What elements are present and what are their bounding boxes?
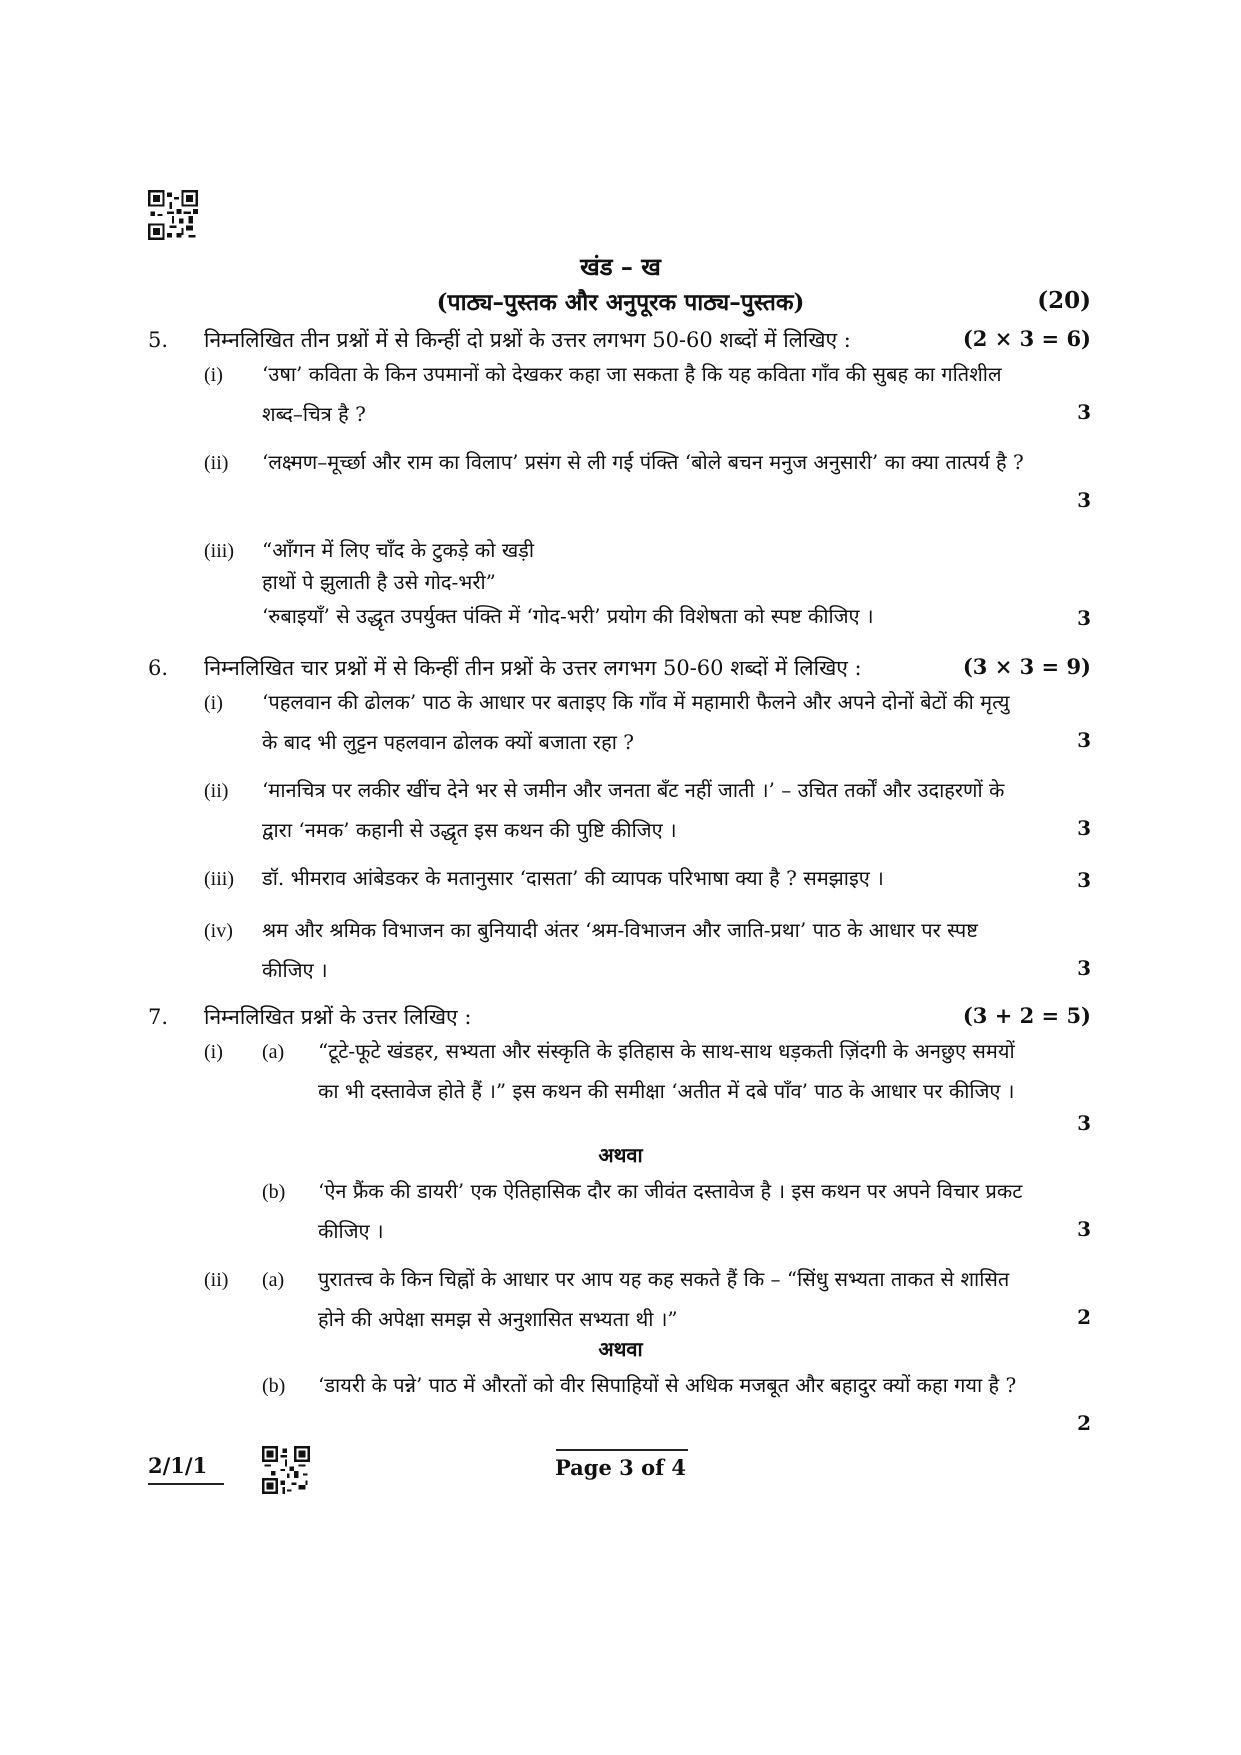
q5-iii-line1: “आँगन में लिए चाँद के टुकड़े को खड़ी <box>262 538 535 562</box>
q6-iii-label: (iii) <box>204 868 234 890</box>
paper-code-underline <box>148 1483 224 1485</box>
q6-ii-label: (ii) <box>204 780 229 802</box>
q7-i-a-text: “टूटे-फूटे खंडहर, सभ्यता और संस्कृति के इतिहास के साथ-साथ धड़कती ज़िंदगी के अनछुए समयों का भी दस्तावेज होते हैं ।” इस कथन की समीक्षा ‘अतीत में दबे पाँव’ पाठ के आधार पर कीजिए । <box>318 1039 1015 1103</box>
q7-i-or: अथवा <box>598 1143 643 1167</box>
q5-iii-line2: हाथों पे झुलाती है उसे गोद-भरी” <box>262 570 496 594</box>
q7-i-b-marks: 3 <box>1077 1217 1091 1241</box>
question-5-stem <box>204 326 1091 354</box>
q5-iii-label: (iii) <box>204 540 234 562</box>
q5-iii-line3: ‘रुबाइयाँ’ से उद्धृत उपर्युक्त पंक्ति में ‘गोद-भरी’ प्रयोग की विशेषता को स्पष्ट कीजिए । <box>262 604 874 628</box>
q7-ii-b-text: ‘डायरी के पन्ने’ पाठ में औरतों को वीर सिपाहियों से अधिक मजबूत और बहादुर क्यों कहा गया है ? <box>318 1373 1017 1397</box>
q6-iii-text: डॉ. भीमराव आंबेडकर के मतानुसार ‘दासता’ की व्यापक परिभाषा क्या है ? समझाइए । <box>262 866 884 890</box>
section-marks: (20) <box>1037 287 1091 314</box>
q5-ii-text: ‘लक्ष्मण–मूर्च्छा और राम का विलाप’ प्रसंग से ली गई पंक्ति ‘बोले बचन मनुज अनुसारी’ का क्या तात्पर्य है ? <box>262 450 1024 474</box>
q5-iii-marks: 3 <box>1077 606 1091 630</box>
q7-ii-label: (ii) <box>204 1269 229 1291</box>
question-6-marks: (3 × 3 = 9) <box>962 654 1091 679</box>
question-5-marks: (2 × 3 = 6) <box>962 326 1091 351</box>
q6-iv-marks: 3 <box>1077 956 1091 980</box>
q5-i-marks: 3 <box>1077 400 1091 424</box>
q7-i-label: (i) <box>204 1041 223 1063</box>
q7-ii-or: अथवा <box>598 1337 643 1361</box>
q7-ii-a-text: पुरातत्त्व के किन चिह्नों के आधार पर आप यह कह सकते हैं कि – “सिंधु सभ्यता ताकत से शासित होने की अपेक्षा समझ से अनुशासित सभ्यता थी ।” <box>318 1267 1010 1331</box>
q6-ii-marks: 3 <box>1077 816 1091 840</box>
qr-code-icon <box>148 190 198 240</box>
q5-ii-marks: 3 <box>1077 488 1091 512</box>
section-title: खंड – ख <box>580 252 661 281</box>
q5-ii-label: (ii) <box>204 452 229 474</box>
question-7-stem <box>204 1003 1091 1031</box>
q7-ii-a-marks: 2 <box>1077 1305 1091 1329</box>
question-5-number: 5. <box>148 328 169 352</box>
question-7-number: 7. <box>148 1005 169 1029</box>
question-7-stem-text: निम्नलिखित प्रश्नों के उत्तर लिखिए : <box>204 1005 472 1029</box>
question-6-stem-text: निम्नलिखित चार प्रश्नों में से किन्हीं तीन प्रश्नों के उत्तर लगभग 50-60 शब्दों में लिखिए : <box>204 656 862 680</box>
q7-ii-a-label: (a) <box>262 1269 285 1291</box>
q7-ii-b-label: (b) <box>262 1375 286 1397</box>
q6-iv-label: (iv) <box>204 920 233 942</box>
q7-ii-b-marks: 2 <box>1077 1411 1091 1435</box>
paper-code: 2/1/1 <box>148 1453 208 1478</box>
question-7-marks: (3 + 2 = 5) <box>962 1003 1091 1028</box>
q7-i-a-marks: 3 <box>1077 1111 1091 1135</box>
q6-i-text: ‘पहलवान की ढोलक’ पाठ के आधार पर बताइए कि गाँव में महामारी फैलने और अपने दोनों बेटों की मृत्यु के बाद भी लुट्टन पहलवान ढोलक क्यों बजाता रहा ? <box>262 690 1010 754</box>
q7-i-b-text: ‘ऐन फ्रैंक की डायरी’ एक ऐतिहासिक दौर का जीवंत दस्तावेज है । इस कथन पर अपने विचार प्रकट कीजिए । <box>318 1179 1023 1243</box>
q6-iii-marks: 3 <box>1077 868 1091 892</box>
q5-i-label: (i) <box>204 364 223 386</box>
page-number: Page 3 of 4 <box>554 1455 687 1480</box>
question-6-stem <box>204 654 1091 682</box>
section-subtitle: (पाठ्य–पुस्तक और अनुपूरक पाठ्य–पुस्तक) <box>436 289 805 316</box>
q7-i-b-label: (b) <box>262 1181 286 1203</box>
question-5-stem-text: निम्नलिखित तीन प्रश्नों में से किन्हीं दो प्रश्नों के उत्तर लगभग 50-60 शब्दों में लिखिए : <box>204 328 851 352</box>
q7-i-a-label: (a) <box>262 1041 285 1063</box>
q6-iv-text: श्रम और श्रमिक विभाजन का बुनियादी अंतर ‘श्रम-विभाजन और जाति-प्रथा’ पाठ के आधार पर स्पष्ट कीजिए । <box>262 918 978 982</box>
q6-i-label: (i) <box>204 692 223 714</box>
q6-ii-text: ‘मानचित्र पर लकीर खींच देने भर से जमीन और जनता बँट नहीं जाती ।’ – उचित तर्कों और उदाहरणों के द्वारा ‘नमक’ कहानी से उद्धृत इस कथन की पुष्टि कीजिए । <box>262 778 1005 842</box>
q5-i-text: ‘उषा’ कविता के किन उपमानों को देखकर कहा जा सकता है कि यह कविता गाँव की सुबह का गतिशील शब्द–चित्र है ? <box>262 362 1002 426</box>
q6-i-marks: 3 <box>1077 728 1091 752</box>
question-6-number: 6. <box>148 656 169 680</box>
page-number-overline <box>556 1449 688 1451</box>
